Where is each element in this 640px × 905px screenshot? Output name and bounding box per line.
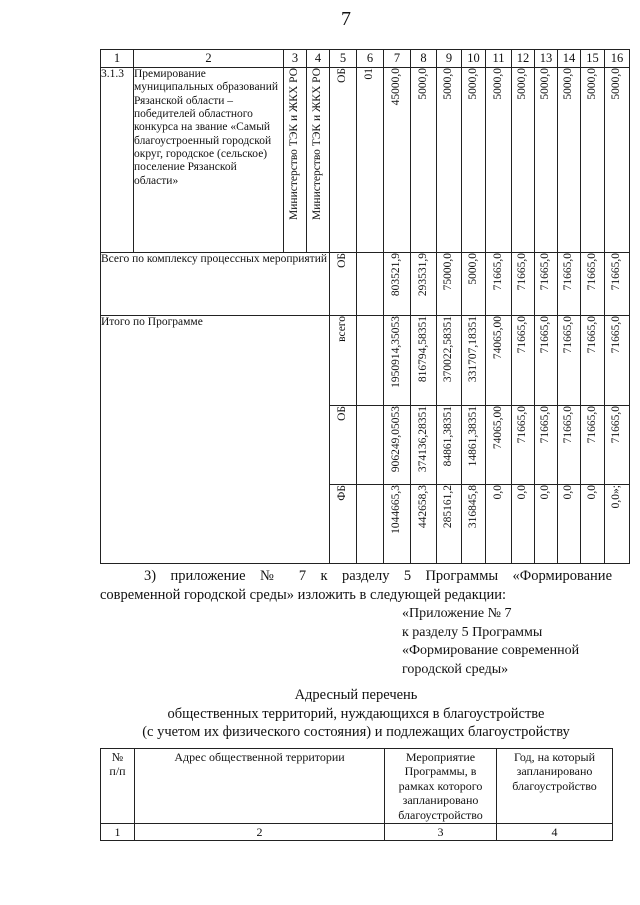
value-cell: 71665,0 bbox=[562, 253, 575, 291]
value-cell: 374136,28351 bbox=[416, 406, 429, 473]
measure-name: Премирование муниципальных образований Рязанской области – победителей областного конкурса на звание «Самый благоустроенный городской округ, городское (сельское) поселение Рязанской области» bbox=[134, 68, 284, 253]
value-cell: 370022,58351 bbox=[442, 316, 455, 383]
title-line: общественных территорий, нуждающихся в благоустройстве bbox=[167, 705, 545, 722]
header-cell: 10 bbox=[462, 50, 486, 68]
value-cell: 45000,0 bbox=[390, 68, 403, 106]
value-cell: 442658,3 bbox=[416, 485, 429, 529]
value-cell: 71665,0 bbox=[585, 316, 598, 354]
value-cell: 5000,0 bbox=[610, 68, 623, 100]
column-number: 4 bbox=[497, 823, 613, 840]
value-cell: 331707,18351 bbox=[466, 316, 479, 383]
value-cell: 71665,0 bbox=[516, 406, 529, 444]
table-row bbox=[101, 253, 630, 316]
paragraph-line: современной городской среды» изложить в следующей редакции: bbox=[100, 587, 507, 603]
program-table bbox=[100, 49, 630, 564]
value-cell: 71665,0 bbox=[562, 406, 575, 444]
value-cell: 84861,38351 bbox=[442, 406, 455, 467]
col-address-header: Адрес общественной территории bbox=[135, 749, 385, 824]
page-number: 7 bbox=[341, 8, 351, 30]
executor-cell: Министерство ТЭК и ЖКХ РО bbox=[311, 68, 324, 220]
funding-source: ОБ bbox=[336, 253, 349, 268]
funding-source: ОБ bbox=[336, 68, 349, 83]
title-line: Адресный перечень bbox=[294, 687, 418, 703]
amendment-paragraph bbox=[100, 567, 612, 605]
value-cell: 1044665,3 bbox=[390, 485, 403, 534]
value-cell: 5000,0 bbox=[466, 68, 479, 100]
table-row bbox=[101, 68, 630, 253]
header-cell: 4 bbox=[307, 50, 330, 68]
value-cell: 5000,0 bbox=[539, 68, 552, 100]
appendix-line: городской среды» bbox=[402, 661, 509, 677]
value-cell: 0,0 bbox=[585, 485, 598, 500]
value-cell: 0,0 bbox=[539, 485, 552, 500]
header-row bbox=[101, 50, 630, 68]
value-cell: 71665,0 bbox=[585, 253, 598, 291]
header-cell: 6 bbox=[357, 50, 384, 68]
header-cell: 8 bbox=[411, 50, 437, 68]
value-cell: 5000,0 bbox=[516, 68, 529, 100]
value-cell: 71665,0 bbox=[562, 316, 575, 354]
value-cell: 0,0 bbox=[562, 485, 575, 500]
funding-source: всего bbox=[336, 316, 349, 342]
value-cell: 71665,0 bbox=[610, 316, 623, 354]
value-cell: 5000,0 bbox=[585, 68, 598, 100]
appendix-line: «Формирование современной bbox=[402, 643, 580, 658]
header-cell: 7 bbox=[384, 50, 411, 68]
col-year-header: Год, на который запланировано благоустройство bbox=[497, 749, 613, 824]
value-cell: 906249,05053 bbox=[390, 406, 403, 473]
header-cell: 14 bbox=[558, 50, 581, 68]
value-cell: 5000,0 bbox=[416, 68, 429, 100]
total-label: Итого по Программе bbox=[101, 316, 330, 564]
value-cell: 293531,9 bbox=[416, 253, 429, 297]
header-cell: 5 bbox=[330, 50, 357, 68]
header-cell: 12 bbox=[512, 50, 535, 68]
table-row bbox=[101, 749, 613, 824]
list-title bbox=[100, 686, 612, 742]
value-cell: 75000,0 bbox=[442, 253, 455, 291]
value-cell: 74065,00 bbox=[491, 316, 504, 360]
appendix-line: «Приложение № 7 bbox=[402, 606, 512, 621]
value-cell: 5000,0 bbox=[466, 253, 479, 285]
title-line: (с учетом их физического состояния) и подлежащих благоустройству bbox=[142, 724, 570, 740]
header-cell: 2 bbox=[134, 50, 284, 68]
value-cell: 71665,0 bbox=[539, 253, 552, 291]
col-event-header: Мероприятие Программы, в рамках которого запланировано благоустройство bbox=[385, 749, 497, 824]
column-number: 1 bbox=[101, 823, 135, 840]
subtotal-label: Всего по комплексу процессных мероприятий bbox=[101, 253, 330, 316]
value-cell: 5000,0 bbox=[562, 68, 575, 100]
territories-table bbox=[100, 748, 613, 841]
header-cell: 11 bbox=[486, 50, 512, 68]
value-cell: 71665,0 bbox=[610, 406, 623, 444]
value-cell: 71665,0 bbox=[516, 253, 529, 291]
funding-source: ОБ bbox=[336, 406, 349, 421]
appendix-line: к разделу 5 Программы bbox=[402, 624, 543, 640]
value-cell: 1950914,35053 bbox=[390, 316, 403, 388]
column-number: 3 bbox=[385, 823, 497, 840]
value-cell: 14861,38351 bbox=[466, 406, 479, 467]
value-cell: 5000,0 bbox=[442, 68, 455, 100]
value-cell: 0,0 bbox=[491, 485, 504, 500]
header-cell: 3 bbox=[284, 50, 307, 68]
column-number: 2 bbox=[135, 823, 385, 840]
table-row bbox=[101, 823, 613, 840]
value-cell: 74065,00 bbox=[491, 406, 504, 450]
header-cell: 16 bbox=[605, 50, 630, 68]
header-cell: 15 bbox=[581, 50, 605, 68]
paragraph-line: 3) приложение № 7 к разделу 5 Программы «Формирование bbox=[144, 568, 612, 584]
value-cell: 71665,0 bbox=[491, 253, 504, 291]
header-cell: 13 bbox=[535, 50, 558, 68]
col-number-header: № п/п bbox=[101, 749, 135, 824]
executor-cell: Министерство ТЭК и ЖКХ РО bbox=[288, 68, 301, 220]
funding-source: ФБ bbox=[336, 485, 349, 501]
header-cell: 1 bbox=[101, 50, 134, 68]
value-cell: 0,0 bbox=[516, 485, 529, 500]
value-cell: 816794,58351 bbox=[416, 316, 429, 383]
table-row bbox=[101, 316, 630, 406]
appendix-heading bbox=[402, 605, 579, 679]
value-cell: 71665,0 bbox=[516, 316, 529, 354]
value-cell: 316845,8 bbox=[466, 485, 479, 529]
value-cell: 5000,0 bbox=[491, 68, 504, 100]
value-cell: 71665,0 bbox=[610, 253, 623, 291]
value-cell: 0,0»; bbox=[610, 485, 623, 509]
code-cell: 01 bbox=[363, 68, 376, 80]
header-cell: 9 bbox=[437, 50, 462, 68]
value-cell: 285161,2 bbox=[442, 485, 455, 529]
row-code: 3.1.3 bbox=[101, 68, 134, 253]
value-cell: 803521,9 bbox=[390, 253, 403, 297]
value-cell: 71665,0 bbox=[585, 406, 598, 444]
value-cell: 71665,0 bbox=[539, 316, 552, 354]
value-cell: 71665,0 bbox=[539, 406, 552, 444]
